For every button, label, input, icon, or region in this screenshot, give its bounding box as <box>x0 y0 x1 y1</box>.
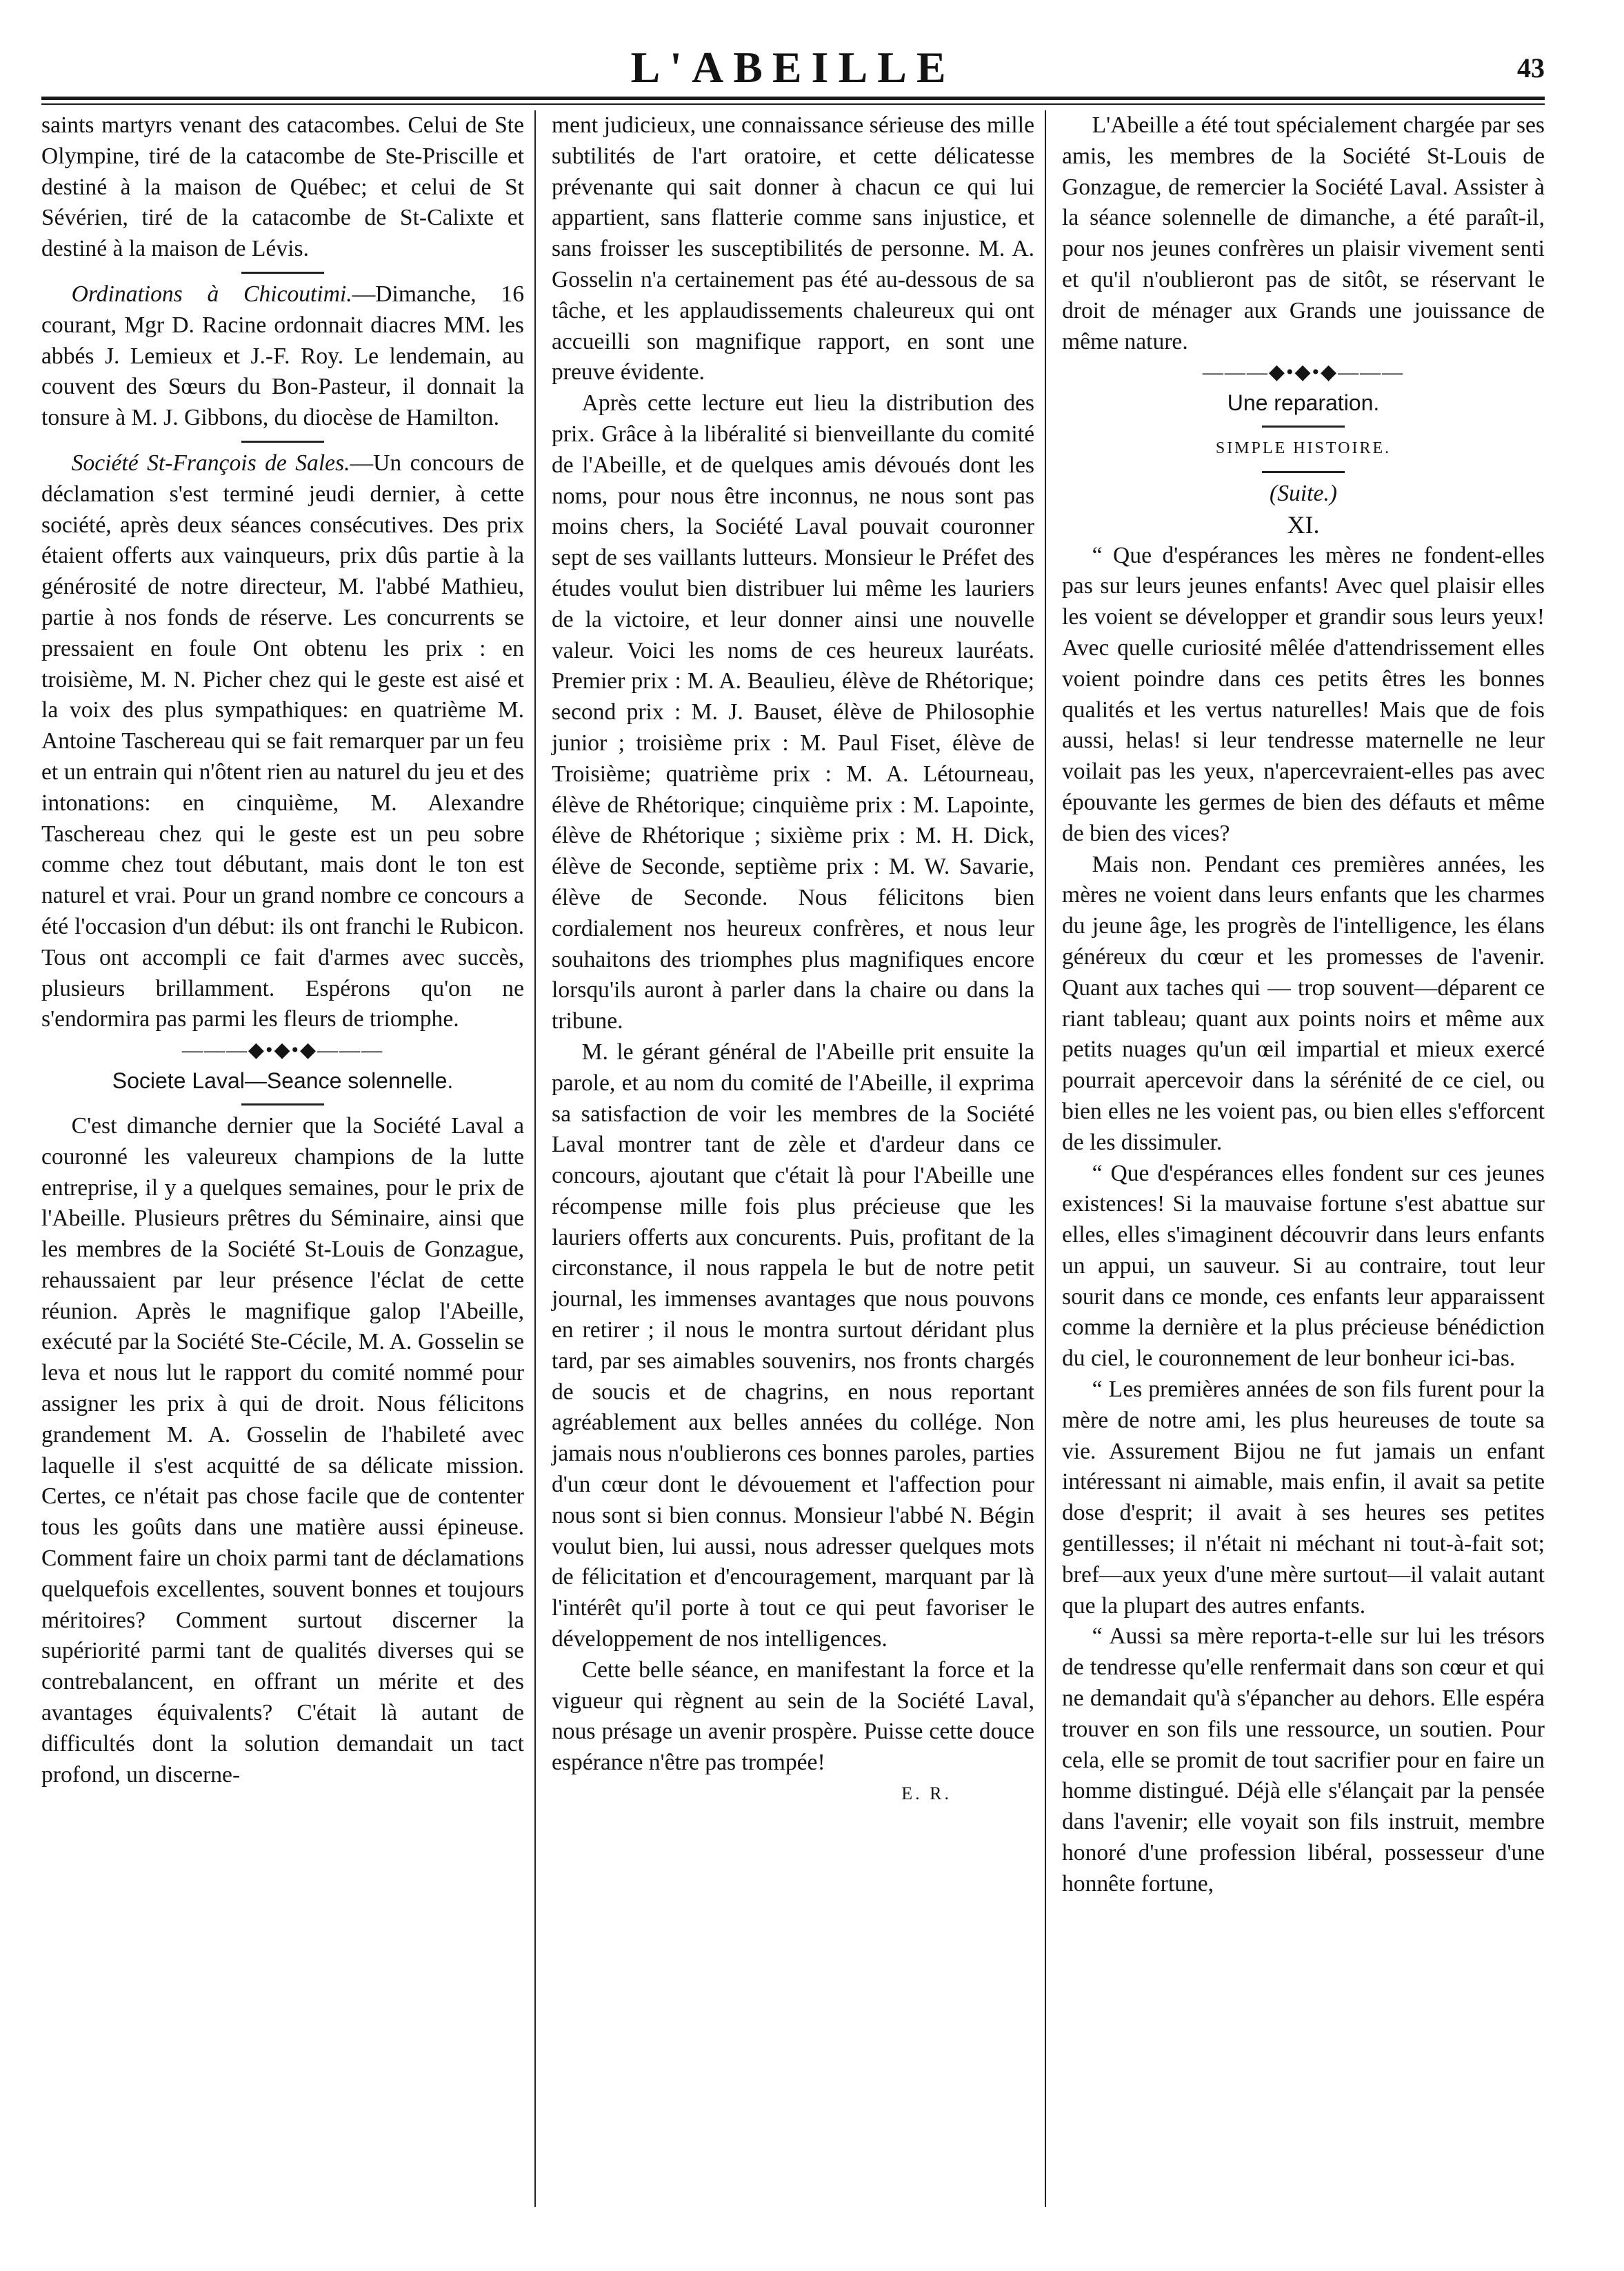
paragraph: “ Aussi sa mère reporta-t-elle sur lui les trésors de tendresse qu'elle renfermait dans son cœur et qui ne demandait qu'à s'épancher au dehors. Elle espéra trouver en son fils une ressource, un soutien. Pour cela, elle se promit de tout sacrifier pour en faire un homme distingué. Déjà elle s'élançait par la pensée dans l'avenir; elle voyait son fils instruit, membre honoré d'une profession libéral, possesseur d'une honnête fortune, <box>1062 1623 1545 1897</box>
header-rule-thick <box>41 97 1545 100</box>
ornament-divider: ———◆•◆•◆——— <box>181 1039 384 1062</box>
chapter-number: XI. <box>1287 510 1320 539</box>
separator-rule <box>1262 471 1345 473</box>
header-rule-thin <box>41 103 1545 105</box>
column-divider <box>1045 110 1046 2207</box>
suite-label <box>1062 479 1545 510</box>
separator-rule <box>1262 426 1345 428</box>
story-subtitle: SIMPLE HISTOIRE. <box>1215 439 1392 458</box>
item-body: —Un concours de déclamation s'est terminé jeudi dernier, à cette société, après deux séances consécutives. Des prix étaient offerts aux vainqueurs, prix dûs partie à la générosité de notre directeur, M. l'abbé Mathieu, partie à nos fonds de réserve. Les concurrents se pressaient en foule Ont obtenu les prix : en troisième, M. N. Picher chez qui le geste est aisé et la voix des plus sympathiques: en quatrième M. Antoine Taschereau qui se fait remarquer par un feu et un entrain qui n'ôtent rien au naturel du jeu et des intonations: en cinquième, M. Alexandre Taschereau chez qui le geste est un peu sobre comme chez tout débutant, mais dont le ton est naturel et vrai. Pour un grand nombre ce concours a été l'occasion d'un début: ils ont franchi le Rubicon. Tous ont accompli ce fait d'armes avec succès, plusieurs brillamment. Espérons qu'on ne s'endormira pas parmi les fleurs de triomphe. <box>41 450 524 1032</box>
section-heading: Societe Laval—Seance solennelle. <box>112 1068 454 1094</box>
masthead <box>41 40 1545 95</box>
column-3 <box>1062 110 1545 1900</box>
suite-text: (Suite.) <box>1270 480 1337 506</box>
column-2 <box>552 110 1034 1810</box>
paragraph: Mais non. Pendant ces premières années, les mères ne voient dans leurs enfants que les charmes du jeune âge, les progrès de l'intelligence, les élans généreux du cœur et les promesses de l'avenir. Quant aux taches qui — trop souvent—déparent ce riant tableau; quant aux points noirs et même aux petits nuages qu'un œil impartial et mieux exercé pourrait apercevoir dans la sérénité de ce ciel, ou bien elles ne les voient pas, ou bien elles s'efforcent de les dissimuler. <box>1062 851 1545 1155</box>
paragraph: L'Abeille a été tout spécialement chargée par ses amis, les membres de la Société St-Louis de Gonzague, de remercier la Société Laval. Assister à la séance solennelle de dimanche, a été paraît-il, pour nos jeunes confrères un plaisir vivement senti et qu'il n'oublieront pas de sitôt, se réservant le droit de ménager aux Grands une jouissance de même nature. <box>1062 112 1545 354</box>
signature: E. R. <box>901 1783 952 1804</box>
paragraph: “ Les premières années de son fils furent pour la mère de notre ami, les plus heureuses de toute sa vie. Assurement Bijou ne fut jamais un enfant intéressant ni aimable, mais enfin, il avait sa petite dose d'esprit; il avait à ses heures ses petites gentillesses; il n'était ni méchant ni tout-à-fait sot; bref—aux yeux d'une mère surtout—il valait autant que la plupart des autres enfants. <box>1062 1377 1545 1619</box>
ornament-divider: ———◆•◆•◆——— <box>1202 361 1405 384</box>
separator-rule <box>241 272 324 274</box>
item-title: Ordinations à Chicoutimi. <box>71 281 352 307</box>
item-title: Société St-François de Sales. <box>71 450 350 476</box>
column-1 <box>41 110 524 1790</box>
page-number: 43 <box>1517 52 1545 83</box>
item-body: —Dimanche, 16 courant, Mgr D. Racine ordonnait diacres MM. les abbés J. Lemieux et J.-F. Roy. Le lendemain, au couvent des Sœurs du Bon-Pasteur, il donnait la tonsure à M. J. Gibbons, du diocèse de Hamilton. <box>41 281 524 431</box>
paragraph: ment judicieux, une connaissance sérieuse des mille subtilités de l'art oratoire, et cette délicatesse prévenante qui sait donner à chacun ce qui lui appartient, sans flatterie comme sans injustice, et sans froisser les susceptibilités de personne. M. A. Gosselin n'a certainement pas été au-dessous de sa tâche, et les applaudissements chaleureux qui ont accueilli son magnifique rapport, en sont une preuve évidente. <box>552 112 1034 386</box>
news-item-st-francois <box>41 448 524 1035</box>
news-item-ordinations <box>41 279 524 434</box>
paragraph: M. le gérant général de l'Abeille prit ensuite la parole, et au nom du comité de l'Abeille, il exprima sa satisfaction de voir les membres de la Société Laval montrer tant de zèle et d'ardeur dans ce concours, ajoutant que c'était là pour l'Abeille une récompense mille fois plus précieuse que les lauriers offerts aux concurents. Puis, profitant de la circonstance, il nous rappela le but de notre petit journal, les immenses avantages que nous pouvons en retirer ; il nous le montra surtout déridant plus tard, par ses aimables souvenirs, nos fronts chargés de soucis et de chagrins, en nous reportant agréablement aux belles années du collége. Non jamais nous n'oublierons ces bonnes paroles, parties d'un cœur dont le dévouement et l'affection pour nous sont si bien connus. Monsieur l'abbé N. Bégin voulut bien, lui aussi, nous adresser quelques mots de félicitation et d'encouragement, marquant par là l'intérêt qu'il porte à tout ce qui peut favoriser le développement de nos intelligences. <box>552 1039 1034 1652</box>
column-divider <box>534 110 536 2207</box>
newspaper-title: L'ABEILLE <box>630 43 956 92</box>
separator-rule <box>241 441 324 443</box>
story-title: Une reparation. <box>1227 390 1380 416</box>
separator-rule <box>241 1103 324 1106</box>
paragraph: Après cette lecture eut lieu la distribution des prix. Grâce à la libéralité si bienveillante du comité de l'Abeille, et de quelques amis dévoués dont les noms, pour nous être inconnus, ne nous sont pas moins chers, la Société Laval pouvait couronner sept de ses vaillants lutteurs. Monsieur le Préfet des études voulut bien distribuer lui même les lauriers de la victoire, et leur donner ainsi une nouvelle valeur. Voici les noms de ces heureux lauréats. Premier prix : M. A. Beaulieu, élève de Rhétorique; second prix : M. J. Bauset, élève de Philosophie junior ; troisième prix : M. Paul Fiset, élève de Troisième; quatrième prix : M. A. Létourneau, élève de Rhétorique; cinquième prix : M. Lapointe, élève de Rhétorique ; sixième prix : M. H. Dick, élève de Seconde, septième prix : M. W. Savarie, élève de Seconde. Nous félicitons bien cordialement nos heureux confrères, et nous leur souhaitons des triomphes plus magnifiques encore lorsqu'ils auront à parler dans la chaire ou dans la tribune. <box>552 390 1034 1034</box>
paragraph: C'est dimanche dernier que la Société Laval a couronné les valeureux champions de la lutte entreprise, il y a quelques semaines, pour le prix de l'Abeille. Plusieurs prêtres du Séminaire, ainsi que les membres de la Société St-Louis de Gonzague, rehaussaient par leur présence l'éclat de cette réunion. Après le magnifique galop l'Abeille, exécuté par la Société Ste-Cécile, M. A. Gosselin se leva et nous lut le rapport du comité nommé pour assigner les prix à qui de droit. Nous félicitons grandement M. A. Gosselin de l'habileté avec laquelle il s'est acquitté de sa délicate mission. Certes, ce n'était pas chose facile que de contenter tous les goûts dans une matière aussi épineuse. Comment faire un choix parmi tant de déclamations quelquefois excellentes, souvent bonnes et toujours méritoires? Comment surtout discerner la supériorité parmi tant de qualités diverses qui se contrebalancent, en offrant un mérite et des avantages équivalents? C'était là autant de difficultés dont la solution demandait un tact profond, un discerne- <box>41 1112 524 1788</box>
paragraph: Cette belle séance, en manifestant la force et la vigueur qui règnent au sein de la Société Laval, nous présage un avenir prospère. Puisse cette douce espérance n'être pas trompée! <box>552 1657 1034 1776</box>
paragraph: “ Que d'espérances les mères ne fondent-elles pas sur leurs jeunes enfants! Avec quel plaisir elles les voient se développer et grandir sous leurs yeux! Avec quelle curiosité mêlée d'attendrissement elles voient poindre dans ces petits êtres les bonnes qualités et les vertus naturelles! Mais que de fois aussi, helas! si leur tendresse maternelle ne leur voilait pas les yeux, n'apercevraient-elles pas avec épouvante les germes de bien des défauts et même de bien des vices? <box>1062 542 1545 846</box>
paragraph: “ Que d'espérances elles fondent sur ces jeunes existences! Si la mauvaise fortune s'est abattue sur elles, elles s'imaginent découvrir dans leurs enfants un appui, un sauveur. Si au contraire, tout leur sourit dans ce monde, ces enfants leur apparaissent comme la dernière et la plus précieuse bénédiction du ciel, le couronnement de leur bonheur ici-bas. <box>1062 1160 1545 1372</box>
paragraph: saints martyrs venant des catacombes. Celui de Ste Olympine, tiré de la catacombe de Ste-Priscille et destiné à la maison de Québec; et celui de St Sévérien, tiré de la catacombe de St-Calixte et destiné à la maison de Lévis. <box>41 112 524 262</box>
